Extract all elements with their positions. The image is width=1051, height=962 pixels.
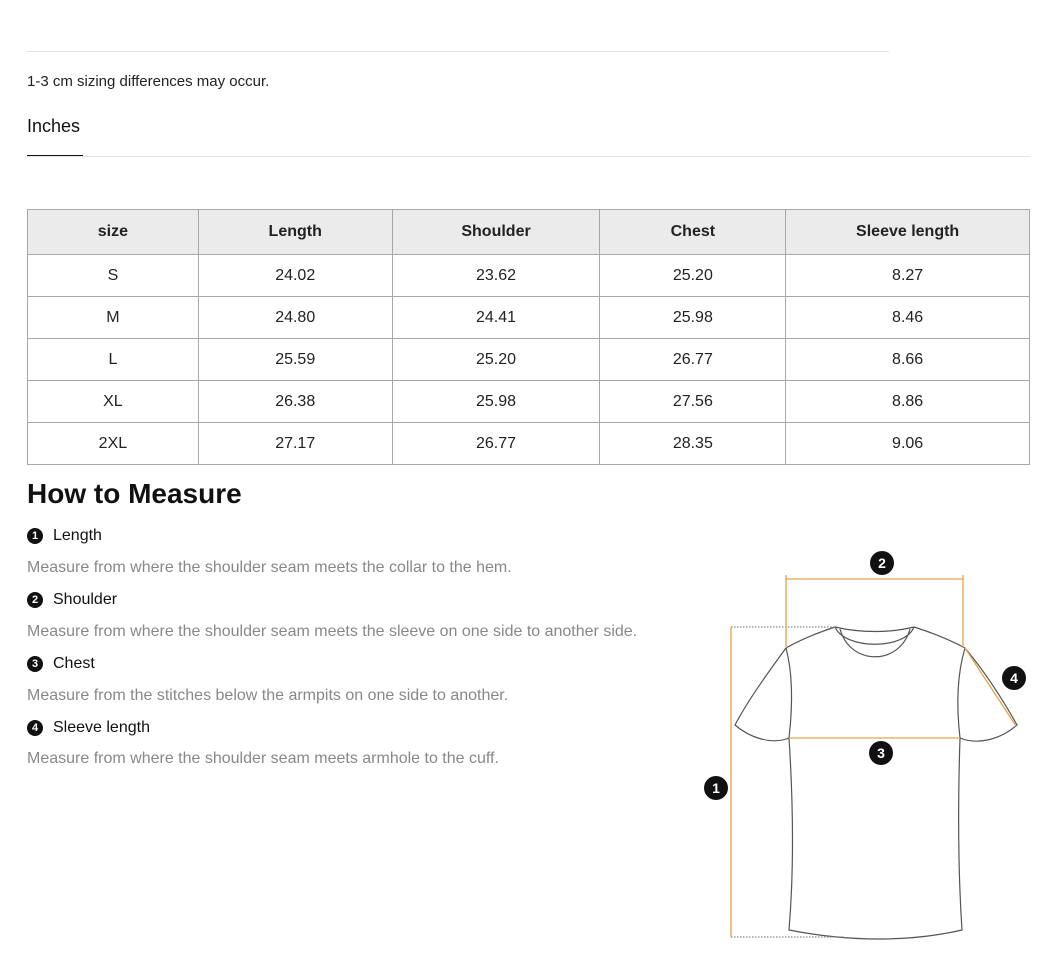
- how-to-measure-title: How to Measure: [27, 478, 242, 509]
- header-size: size: [28, 210, 199, 255]
- cell-chest: 28.35: [600, 423, 786, 465]
- top-divider: [27, 51, 889, 52]
- header-shoulder: Shoulder: [392, 210, 600, 255]
- measure-description: Measure from the stitches below the armpits on one side to another.: [27, 687, 509, 704]
- marker-sleeve-icon: [1002, 666, 1026, 690]
- cell-chest: 27.56: [600, 381, 786, 423]
- svg-text:4: 4: [1010, 670, 1018, 686]
- cell-chest: 25.20: [600, 255, 786, 297]
- tab-inches[interactable]: Inches: [27, 116, 81, 136]
- number-badge-icon: 3: [27, 656, 43, 672]
- number-badge-icon: 1: [27, 528, 43, 544]
- measure-description: Measure from where the shoulder seam meets the collar to the hem.: [27, 559, 512, 576]
- tabs-divider: [27, 156, 1030, 157]
- cell-sleeve-length: 8.66: [786, 339, 1030, 381]
- measure-item-shoulder: [27, 591, 117, 609]
- measure-description: Measure from where the shoulder seam meets the sleeve on one side to another side.: [27, 623, 638, 640]
- header-sleeve-length: Sleeve length: [786, 210, 1030, 255]
- svg-text:2: 2: [878, 555, 886, 571]
- cell-shoulder: 23.62: [392, 255, 600, 297]
- cell-sleeve-length: 8.27: [786, 255, 1030, 297]
- cell-length: 24.80: [198, 297, 392, 339]
- measure-item-chest: [27, 655, 95, 673]
- cell-sleeve-length: 8.46: [786, 297, 1030, 339]
- cell-chest: 25.98: [600, 297, 786, 339]
- tshirt-measure-diagram: [690, 540, 1035, 950]
- size-chart-table: [27, 209, 1030, 465]
- table-row: [28, 297, 1030, 339]
- measure-label: Sleeve length: [53, 719, 150, 736]
- cell-sleeve-length: 9.06: [786, 423, 1030, 465]
- cell-shoulder: 24.41: [392, 297, 600, 339]
- cell-size: XL: [28, 381, 199, 423]
- table-row: [28, 423, 1030, 465]
- tshirt-icon: [735, 627, 1017, 939]
- cell-shoulder: 25.20: [392, 339, 600, 381]
- sizing-notice: 1-3 cm sizing differences may occur.: [27, 73, 270, 90]
- cell-length: 25.59: [198, 339, 392, 381]
- marker-length-icon: [704, 776, 728, 800]
- cell-size: L: [28, 339, 199, 381]
- measure-label: Chest: [53, 655, 95, 672]
- number-badge-icon: 4: [27, 720, 43, 736]
- header-chest: Chest: [600, 210, 786, 255]
- table-row: [28, 339, 1030, 381]
- header-length: Length: [198, 210, 392, 255]
- measure-item-sleeve-length: [27, 719, 150, 737]
- marker-chest-icon: [869, 741, 893, 765]
- marker-shoulder-icon: [870, 551, 894, 575]
- cell-size: S: [28, 255, 199, 297]
- table-row: [28, 381, 1030, 423]
- table-row: [28, 255, 1030, 297]
- cell-length: 26.38: [198, 381, 392, 423]
- cell-shoulder: 25.98: [392, 381, 600, 423]
- svg-text:1: 1: [712, 780, 720, 796]
- table-header-row: [28, 210, 1030, 255]
- cell-size: M: [28, 297, 199, 339]
- measure-label: Length: [53, 527, 102, 544]
- measure-item-length: [27, 527, 102, 545]
- svg-text:3: 3: [877, 745, 885, 761]
- cell-shoulder: 26.77: [392, 423, 600, 465]
- cell-chest: 26.77: [600, 339, 786, 381]
- cell-sleeve-length: 8.86: [786, 381, 1030, 423]
- cell-size: 2XL: [28, 423, 199, 465]
- measure-description: Measure from where the shoulder seam meets armhole to the cuff.: [27, 750, 499, 767]
- cell-length: 27.17: [198, 423, 392, 465]
- measure-label: Shoulder: [53, 591, 118, 608]
- number-badge-icon: 2: [27, 592, 43, 608]
- cell-length: 24.02: [198, 255, 392, 297]
